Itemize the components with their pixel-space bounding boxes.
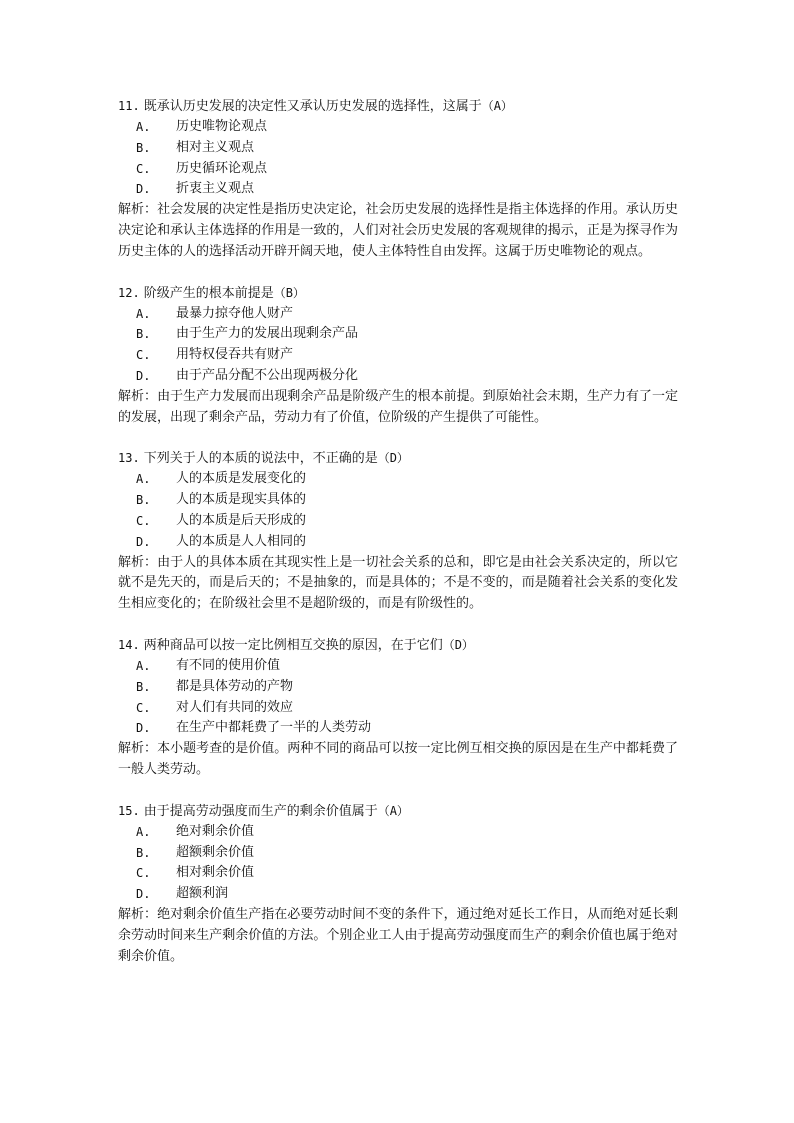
option-text: 用特权侵吞共有财产 xyxy=(176,347,294,363)
option-d xyxy=(118,532,678,553)
option-list xyxy=(118,822,678,905)
option-a xyxy=(118,117,678,138)
analysis-paragraph xyxy=(118,553,678,615)
analysis-label: 解析： xyxy=(118,202,158,218)
question-stem xyxy=(118,635,678,656)
option-d xyxy=(118,884,678,905)
question-number: 13. xyxy=(118,451,140,466)
option-text: 人的本质是发展变化的 xyxy=(176,471,307,487)
option-text: 相对剩余价值 xyxy=(176,865,255,881)
document-page xyxy=(118,96,678,987)
option-b xyxy=(118,843,678,864)
option-letter: A. xyxy=(136,306,151,321)
option-d xyxy=(118,179,678,200)
option-letter: A. xyxy=(136,472,151,487)
option-letter: D. xyxy=(136,534,151,549)
analysis-text: 由于人的具体本质在其现实性上是一切社会关系的总和，即它是由社会关系决定的，所以它就不是先天的，而是后天的；不是抽象的，而是具体的；不是不变的，而是随着社会关系的变化发生相应变化的；在阶级社会里不是超阶级的，而是有阶级性的。 xyxy=(118,554,678,612)
option-letter: A. xyxy=(136,658,151,673)
option-letter: A. xyxy=(136,824,151,839)
question-stem xyxy=(118,96,678,117)
option-text: 有不同的使用价值 xyxy=(176,657,281,673)
analysis-label: 解析： xyxy=(118,554,158,570)
question-answer: （B） xyxy=(273,285,305,300)
question-answer: （A） xyxy=(481,99,513,113)
question-stem xyxy=(118,283,678,304)
question-stem xyxy=(118,801,678,822)
question-text: 由于提高劳动强度而生产的剩余价值属于 xyxy=(143,803,378,819)
option-text: 历史唯物论观点 xyxy=(176,119,268,134)
option-text: 人的本质是人人相同的 xyxy=(176,533,307,549)
option-text: 人的本质是现实具体的 xyxy=(176,492,307,508)
option-c xyxy=(118,345,678,366)
option-letter: B. xyxy=(136,140,151,155)
question-12 xyxy=(118,283,678,429)
option-letter: D. xyxy=(136,182,151,197)
option-text: 相对主义观点 xyxy=(176,139,255,155)
option-c xyxy=(118,863,678,884)
option-a xyxy=(118,656,678,677)
option-b xyxy=(118,138,678,159)
question-number: 15. xyxy=(118,803,140,818)
question-number: 14. xyxy=(118,637,140,652)
option-text: 都是具体劳动的产物 xyxy=(176,678,294,694)
analysis-label: 解析： xyxy=(118,906,158,922)
analysis-text: 由于生产力发展而出现剩余产品是阶级产生的根本前提。到原始社会末期，生产力有了一定的发展，出现了剩余产品，劳动力有了价值，位阶级的产生提供了可能性。 xyxy=(118,388,678,425)
option-list xyxy=(118,304,678,387)
option-letter: B. xyxy=(136,327,151,342)
option-text: 折衷主义观点 xyxy=(176,181,255,197)
option-text: 绝对剩余价值 xyxy=(176,823,255,839)
option-text: 超额利润 xyxy=(176,886,229,902)
question-answer: （D） xyxy=(377,451,409,466)
question-11 xyxy=(118,96,678,263)
option-d xyxy=(118,366,678,387)
option-b xyxy=(118,677,678,698)
option-a xyxy=(118,469,678,490)
question-15 xyxy=(118,801,678,968)
option-letter: C. xyxy=(136,513,151,528)
option-c xyxy=(118,511,678,532)
option-text: 最暴力掠夺他人财产 xyxy=(176,305,294,321)
option-letter: C. xyxy=(136,348,151,363)
option-text: 历史循环论观点 xyxy=(176,160,268,176)
question-number: 12. xyxy=(118,285,140,300)
option-letter: C. xyxy=(136,161,151,176)
option-b xyxy=(118,490,678,511)
option-d xyxy=(118,718,678,739)
option-list xyxy=(118,656,678,739)
option-letter: D. xyxy=(136,368,151,383)
question-text: 两种商品可以按一定比例相互交换的原因，在于它们 xyxy=(143,637,443,653)
analysis-paragraph xyxy=(118,739,678,781)
question-stem xyxy=(118,448,678,469)
question-13 xyxy=(118,448,678,615)
question-number: 11. xyxy=(118,99,140,113)
analysis-label: 解析： xyxy=(118,741,158,757)
option-list xyxy=(118,469,678,552)
option-letter: B. xyxy=(136,679,151,694)
analysis-paragraph xyxy=(118,905,678,967)
option-letter: D. xyxy=(136,887,151,902)
question-14 xyxy=(118,635,678,781)
option-letter: B. xyxy=(136,493,151,508)
question-text: 既承认历史发展的决定性又承认历史发展的选择性，这属于 xyxy=(143,99,482,114)
option-letter: B. xyxy=(136,845,151,860)
analysis-text: 社会发展的决定性是指历史决定论，社会历史发展的选择性是指主体选择的作用。承认历史决定论和承认主体选择的作用是一致的，人们对社会历史发展的客观规律的揭示，正是为探寻作为历史主体的人的选择活动开辟开阔天地，使人主体特性自由发挥。这属于历史唯物论的观点。 xyxy=(118,202,678,259)
analysis-label: 解析： xyxy=(118,388,158,404)
analysis-paragraph xyxy=(118,200,678,262)
option-c xyxy=(118,159,678,180)
question-text: 阶级产生的根本前提是 xyxy=(143,285,274,301)
option-text: 人的本质是后天形成的 xyxy=(176,512,307,528)
option-letter: C. xyxy=(136,866,151,881)
option-text: 对人们有共同的效应 xyxy=(176,699,294,715)
option-letter: D. xyxy=(136,721,151,736)
option-text: 由于生产力的发展出现剩余产品 xyxy=(176,326,359,342)
analysis-text: 绝对剩余价值生产指在必要劳动时间不变的条件下，通过绝对延长工作日，从而绝对延长剩余劳动时间来生产剩余价值的方法。个别企业工人由于提高劳动强度而生产的剩余价值也属于绝对剩余价值。 xyxy=(118,906,678,964)
option-text: 超额剩余价值 xyxy=(176,844,255,860)
question-answer: （D） xyxy=(442,637,474,652)
analysis-paragraph xyxy=(118,387,678,429)
question-answer: （A） xyxy=(377,803,409,818)
option-text: 由于产品分配不公出现两极分化 xyxy=(176,367,359,383)
option-letter: A. xyxy=(136,120,151,134)
option-a xyxy=(118,822,678,843)
analysis-text: 本小题考查的是价值。两种不同的商品可以按一定比例互相交换的原因是在生产中都耗费了一般人类劳动。 xyxy=(118,741,678,777)
option-c xyxy=(118,698,678,719)
question-text: 下列关于人的本质的说法中，不正确的是 xyxy=(143,451,378,467)
option-letter: C. xyxy=(136,700,151,715)
option-b xyxy=(118,324,678,345)
option-list xyxy=(118,117,678,200)
option-text: 在生产中都耗费了一半的人类劳动 xyxy=(176,720,372,736)
option-a xyxy=(118,304,678,325)
